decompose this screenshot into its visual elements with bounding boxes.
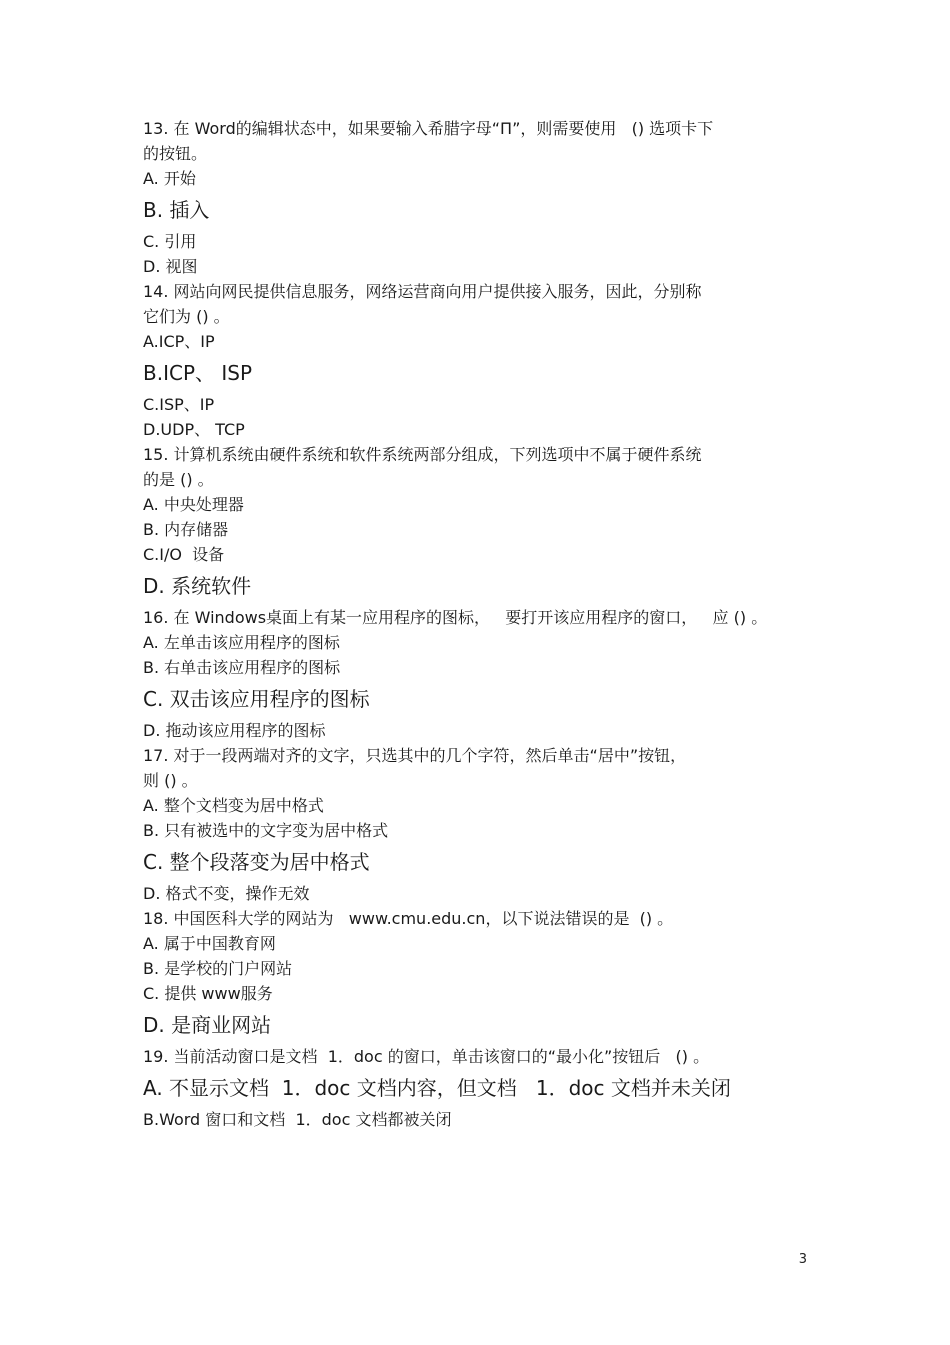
- text-line: 的是 () 。: [143, 470, 214, 489]
- text-line: B.Word 窗口和文档 1．doc 文档都被关闭: [143, 1110, 452, 1129]
- text-line: 19. 当前活动窗口是文档 1．doc 的窗口，单击该窗口的“最小化”按钮后 () 。: [143, 1047, 710, 1066]
- text-line: C. 引用: [143, 232, 197, 251]
- text-line: B.ICP、 ISP: [143, 361, 253, 385]
- text-line: 14. 网站向网民提供信息服务，网络运营商向用户提供接入服务，因此，分别称: [143, 282, 702, 301]
- text-line: C.ISP、IP: [143, 395, 215, 414]
- text-line: 15. 计算机系统由硬件系统和软件系统两部分组成，下列选项中不属于硬件系统: [143, 445, 702, 464]
- text-line: A.ICP、IP: [143, 332, 215, 351]
- text-line: D.UDP、 TCP: [143, 420, 245, 439]
- text-line: A. 中央处理器: [143, 495, 244, 514]
- text-line: C. 提供 www服务: [143, 984, 273, 1003]
- question-list: [143, 116, 813, 1132]
- text-line: A. 开始: [143, 169, 196, 188]
- text-line: B. 右单击该应用程序的图标: [143, 658, 341, 677]
- text-line: A. 左单击该应用程序的图标: [143, 633, 340, 652]
- text-line: D. 格式不变，操作无效: [143, 884, 310, 903]
- text-line: D. 拖动该应用程序的图标: [143, 721, 326, 740]
- text-line: D. 视图: [143, 257, 198, 276]
- text-line: C. 整个段落变为居中格式: [143, 850, 370, 874]
- text-line: 16. 在 Windows桌面上有某一应用程序的图标， 要打开该应用程序的窗口， 应 () 。: [143, 608, 768, 627]
- text-line: 17. 对于一段两端对齐的文字，只选其中的几个字符，然后单击“居中”按钮，: [143, 746, 687, 765]
- text-line: A. 整个文档变为居中格式: [143, 796, 324, 815]
- text-line: A. 属于中国教育网: [143, 934, 276, 953]
- text-line: 的按钮。: [143, 144, 208, 163]
- text-line: B. 是学校的门户网站: [143, 959, 293, 978]
- text-line: C.I/O 设备: [143, 545, 225, 564]
- text-line: 18. 中国医科大学的网站为 www.cmu.edu.cn，以下说法错误的是 () 。: [143, 909, 674, 928]
- text-line: A. 不显示文档 1．doc 文档内容，但文档 1．doc 文档并未关闭: [143, 1076, 731, 1100]
- text-line: D. 是商业网站: [143, 1013, 272, 1037]
- text-line: D. 系统软件: [143, 574, 252, 598]
- text-line: B. 只有被选中的文字变为居中格式: [143, 821, 389, 840]
- text-line: 它们为 () 。: [143, 307, 230, 326]
- text-line: 13. 在 Word的编辑状态中，如果要输入希腊字母“Π”，则需要使用 () 选项卡下: [143, 119, 714, 138]
- text-line: B. 内存储器: [143, 520, 229, 539]
- page-number: 3: [798, 1252, 807, 1267]
- text-line: C. 双击该应用程序的图标: [143, 687, 370, 711]
- text-line: 则 () 。: [143, 771, 198, 790]
- text-line: B. 插入: [143, 198, 210, 222]
